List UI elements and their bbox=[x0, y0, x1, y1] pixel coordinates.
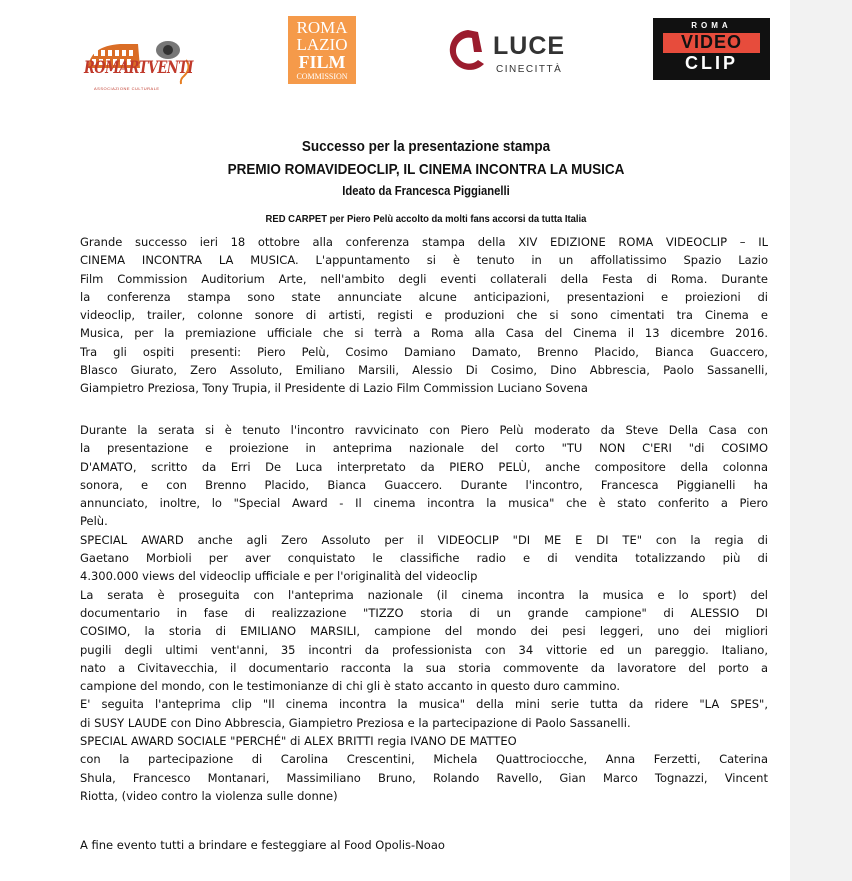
text-line: Film Commission Auditorium Arte, nell'ambito degli eventi collaterali della Festa di Roma. Durante bbox=[80, 271, 768, 286]
text-line: Blasco Giurato, Zero Assoluto, Emiliano Marsili, Alessio Di Cosimo, Dino Abbrescia, Paolo Sassanelli, bbox=[80, 363, 768, 378]
text-line: Grande successo ieri 18 ottobre alla conferenza stampa della XIV EDIZIONE ROMA VIDEOCLIP – IL bbox=[80, 235, 768, 249]
closing-line bbox=[80, 836, 768, 854]
text-line: 4.300.000 views del videoclip ufficiale e per l'originalità del videoclip bbox=[80, 569, 478, 584]
text-line: Riotta, (video contro la violenza sulle donne) bbox=[80, 788, 338, 803]
romartventi-wordmark: ROMARTVENTI bbox=[84, 58, 193, 79]
text-line: CINEMA INCONTRA LA MUSICA. L'appuntamento si è tenuto in un affollatissimo Spazio Lazio bbox=[80, 253, 768, 268]
text-line: videoclip, trailer, colonne sonore di artisti, registi e produzioni che si sono cimentati tra Cinema e bbox=[80, 308, 768, 323]
text-line: E' seguita l'anteprima clip "Il cinema incontra la musica" della mini serie tutta da ridere "LA SPES", bbox=[80, 697, 768, 712]
text-line: SPECIAL AWARD anche agli Zero Assoluto per il VIDEOCLIP "DI ME E DI TE" con la regia di bbox=[80, 532, 768, 547]
paragraph-1 bbox=[80, 233, 768, 398]
luce-mark-icon bbox=[448, 26, 488, 76]
text-line: La serata è proseguita con l'anteprima nazionale (il cinema incontra la musica e lo sport) del bbox=[80, 587, 768, 602]
text-line: campione del mondo, con le testimonianze di chi gli è stato accanto in questo duro cammino. bbox=[80, 679, 621, 694]
text-line: nato a Civitavecchia, il documentario racconta la sua storia commovente da lavoratore del porto a bbox=[80, 660, 768, 675]
logo-line-lazio: LAZIO bbox=[296, 35, 348, 54]
text-line: Pelù. bbox=[80, 514, 108, 529]
roma-videoclip-logo bbox=[653, 18, 770, 80]
heading-line-2: PREMIO ROMAVIDEOCLIP, IL CINEMA INCONTRA LA MUSICA bbox=[227, 161, 625, 178]
text-line: la presentazione e proiezione in anteprima nazionale del corto "TU NON C'ERI "di COSIMO bbox=[80, 441, 768, 456]
text-line: Tra gli ospiti presenti: Piero Pelù, Cosimo Damiano Damato, Brenno Placido, Bianca Guaccero, bbox=[80, 344, 768, 359]
viewer-background bbox=[790, 0, 852, 881]
videoclip-logo-clip: CLIP bbox=[684, 53, 738, 73]
text-line: Shula, Francesco Montanari, Massimiliano Bruno, Rolando Ravello, Gian Marco Tognazzi, Vincent bbox=[80, 770, 768, 785]
heading-line-1: Successo per la presentazione stampa bbox=[301, 138, 551, 155]
text-line: documentario in fase di realizzazione "TIZZO storia di un grande campione" di ALESSIO DI bbox=[80, 605, 768, 620]
paragraph-2 bbox=[80, 421, 768, 805]
text-line: D'AMATO, scritto da Erri De Luca interpretato da PIERO PELÙ, anche compositore della colonna bbox=[80, 459, 768, 474]
logo-line-commission: COMMISSION bbox=[296, 72, 348, 81]
text-line: COSIMO, la storia di EMILIANO MARSILI, campione del mondo dei pesi leggeri, uno dei migliori bbox=[80, 624, 768, 639]
romartventi-subtitle: ASSOCIAZIONE CULTURALE bbox=[94, 86, 160, 91]
logo-line-film: FILM bbox=[298, 52, 346, 72]
text-line: di SUSY LAUDE con Dino Abbrescia, Giampietro Preziosa e la partecipazione di Paolo Sassanelli. bbox=[80, 715, 631, 730]
romartventi-logo bbox=[80, 38, 200, 100]
heading-subtitle: RED CARPET per Piero Pelù accolto da molti fans accorsi da tutta Italia bbox=[265, 213, 587, 225]
text-line: con la partecipazione di Carolina Crescentini, Michela Quattrociocche, Anna Ferzetti, Caterina bbox=[80, 752, 768, 767]
text-line: sonora, e con Brenno Placido, Bianca Guaccero. Durante l'incontro, Francesca Piggianelli ha bbox=[80, 477, 768, 492]
text-line: SPECIAL AWARD SOCIALE "PERCHÉ" di ALEX BRITTI regia IVANO DE MATTEO bbox=[80, 734, 517, 749]
text-line: Durante la serata si è tenuto l'incontro ravvicinato con Piero Pelù moderato da Steve Della Casa con bbox=[80, 423, 768, 437]
text-line: A fine evento tutti a brindare e festeggiare al Food Opolis-Noao bbox=[80, 838, 445, 852]
text-line: pugili degli ultimi vent'anni, 35 incontri da professionista con 34 vittorie ed un pareggio. Italiano, bbox=[80, 642, 768, 657]
text-line: annunciato, inoltre, lo "Special Award - Il cinema incontra la musica" che è stato conferito a Piero bbox=[80, 496, 768, 511]
videoclip-logo-roma: ROMA bbox=[691, 21, 732, 30]
text-line: la conferenza stampa sono state annunciate alcune anticipazioni, presentazioni e proiezioni di bbox=[80, 289, 768, 304]
text-line: Giampietro Preziosa, Tony Trupia, il Presidente di Lazio Film Commission Luciano Sovena bbox=[80, 381, 588, 396]
logo-line-roma: ROMA bbox=[296, 18, 348, 37]
videoclip-logo-video: VIDEO bbox=[680, 32, 742, 52]
luce-cinecitta-logo bbox=[448, 20, 568, 80]
heading-line-3: Ideato da Francesca Piggianelli bbox=[342, 184, 510, 198]
cinecitta-wordmark: CINECITTÀ bbox=[496, 64, 563, 75]
roma-lazio-film-commission-logo bbox=[288, 16, 356, 84]
text-line: Gaetano Morbioli per aver conquistato le classifiche radio e di vendita totalizzando più di bbox=[80, 551, 768, 566]
luce-wordmark: LUCE bbox=[493, 32, 566, 60]
text-line: Musica, per la premiazione ufficiale che si terrà a Roma alla Casa del Cinema il 13 dicembre 2016. bbox=[80, 326, 768, 341]
